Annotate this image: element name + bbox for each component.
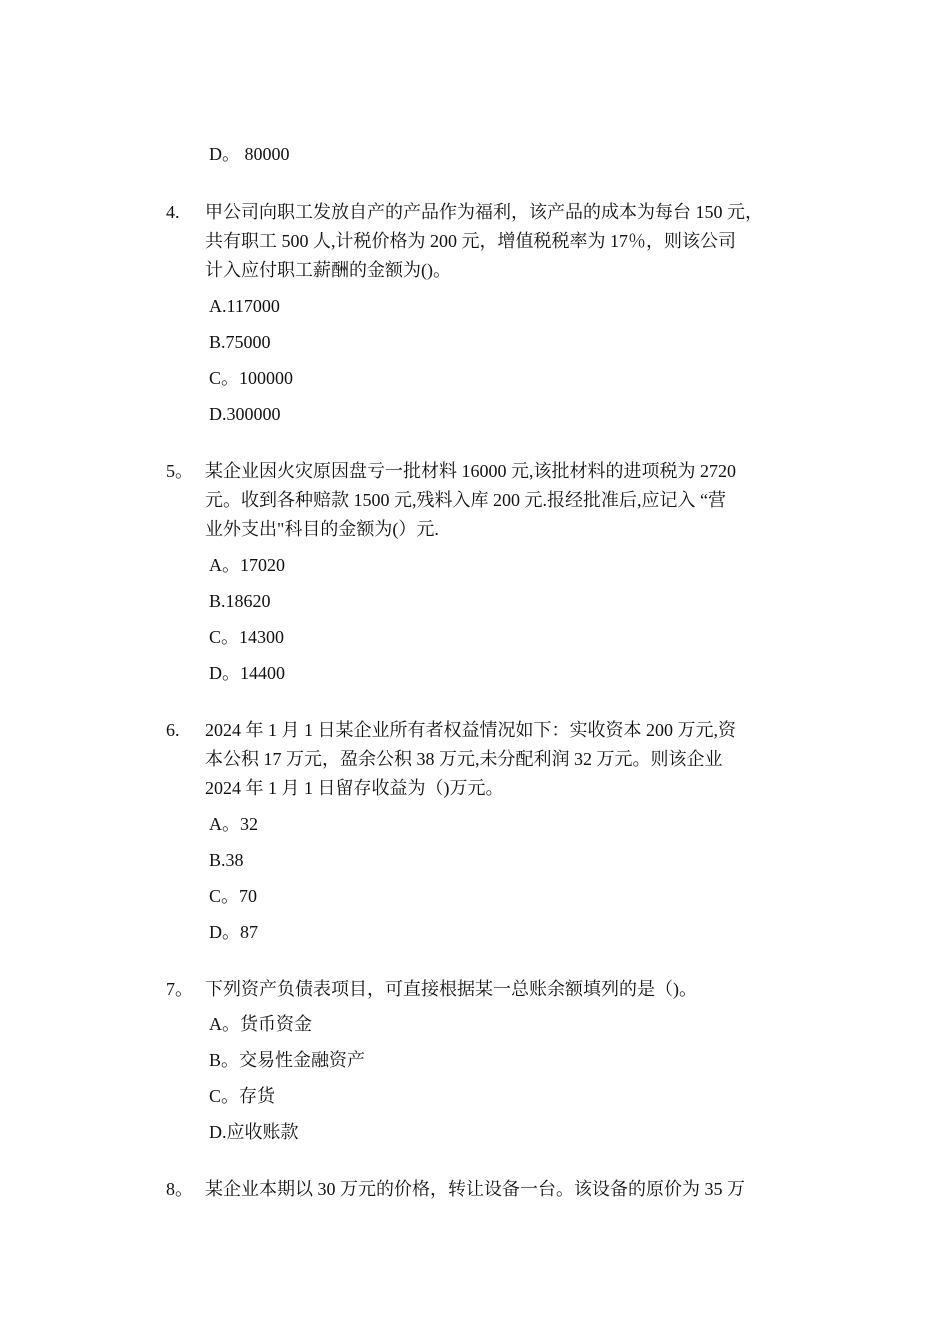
- option-d: D。 80000: [209, 144, 290, 164]
- option-b: B。交易性金融资产: [209, 1050, 366, 1070]
- option-c: C。存货: [209, 1086, 276, 1106]
- option-b: B.75000: [209, 332, 271, 352]
- option-a: A。货币资金: [209, 1014, 312, 1034]
- option-b: B.18620: [209, 591, 271, 611]
- question-text-line: 甲公司向职工发放自产的产品作为福利，该产品的成本为每台 150 元，: [205, 202, 763, 222]
- option-d: D.应收账款: [209, 1122, 299, 1142]
- option-c: C。70: [209, 886, 258, 906]
- option-a: A.117000: [209, 296, 280, 316]
- question-number: 4.: [166, 202, 180, 222]
- option-d: D。14400: [209, 663, 285, 683]
- option-d: D.300000: [209, 404, 281, 424]
- option-a: A。17020: [209, 555, 285, 575]
- question-text-line: 某企业因火灾原因盘亏一批材料 16000 元,该批材料的进项税为 2720: [205, 461, 736, 481]
- option-c: C。100000: [209, 368, 294, 388]
- question-text-line: 某企业本期以 30 万元的价格，转让设备一台。该设备的原价为 35 万: [205, 1179, 745, 1199]
- option-a: A。32: [209, 814, 258, 834]
- option-c: C。14300: [209, 627, 285, 647]
- question-text-line: 元。收到各种赔款 1500 元,残料入库 200 元.报经批准后,应记入 “营: [205, 490, 726, 510]
- question-text-line: 业外支出"科目的金额为(）元.: [205, 519, 439, 539]
- question-number: 8。: [166, 1179, 193, 1199]
- question-text-line: 本公积 17 万元，盈余公积 38 万元,未分配利润 32 万元。则该企业: [205, 749, 723, 769]
- option-d: D。87: [209, 922, 258, 942]
- question-number: 6.: [166, 720, 180, 740]
- question-text-line: 下列资产负债表项目，可直接根据某一总账余额填列的是（)。: [205, 979, 697, 999]
- question-text-line: 2024 年 1 月 1 日留存收益为（)万元。: [205, 778, 504, 798]
- question-text-line: 计入应付职工薪酬的金额为()。: [205, 260, 451, 280]
- option-b: B.38: [209, 850, 244, 870]
- question-text-line: 2024 年 1 月 1 日某企业所有者权益情况如下：实收资本 200 万元,资: [205, 720, 736, 740]
- question-number: 5。: [166, 461, 193, 481]
- question-text-line: 共有职工 500 人,计税价格为 200 元，增值税税率为 17％，则该公司: [205, 231, 736, 251]
- question-number: 7。: [166, 979, 193, 999]
